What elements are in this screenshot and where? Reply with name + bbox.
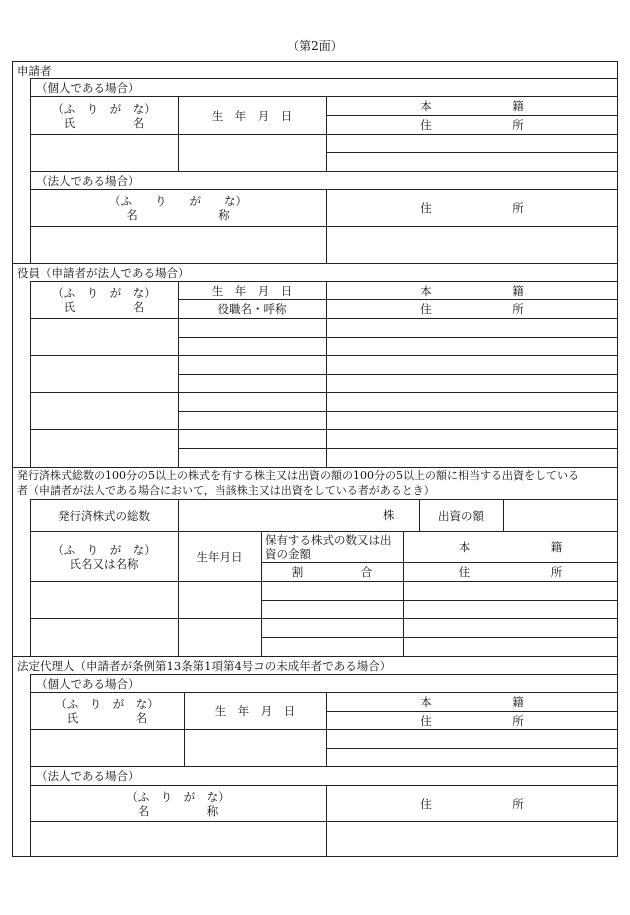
legal-agent-corporation-title: （法人である場合） [36,769,140,783]
applicant-individual-address-field[interactable] [326,153,618,171]
legal-agent-individual-name-field[interactable] [30,730,184,766]
applicant-individual-name-header: （ふ り が な） 氏 名 [52,101,156,130]
shareholders-name-header: （ふ り が な） 氏名又は名称 [52,542,156,571]
legal-agent-individual-honseki-header: 本 籍 [420,695,524,709]
total-shares-field[interactable] [179,500,379,531]
shareholder-row-1-birth-field[interactable] [178,582,261,618]
page-number: （第2面） [287,39,343,53]
shareholders-birth-header: 生年月日 [196,549,243,564]
shareholders-section-title-line1: 発行済株式総数の100分の5以上の株式を有する株主又は出資の額の100分の5以上の額に相当する出資をしている [17,469,579,482]
applicant-individual-birth-field[interactable] [178,135,326,171]
legal-agent-corporation-name-header: （ふ り が な） 名 称 [126,789,230,818]
legal-agent-section-title: 法定代理人（申請者が条例第13条第1項第4号コの未成年者である場合） [17,659,392,673]
legal-agent-individual-name-header: （ふ り が な） 氏 名 [55,697,159,725]
legal-agent-individual-honseki-field[interactable] [326,730,618,748]
legal-agent-corporation-name-field[interactable] [30,822,326,856]
total-shares-label: 発行済株式の総数 [58,508,150,523]
shares-unit: 株 [383,508,395,522]
shareholder-row-2-name-field[interactable] [30,619,178,656]
applicant-individual-address-header: 住 所 [420,118,524,132]
capital-amount-field[interactable] [504,500,618,531]
officers-section-title: 役員（申請者が法人である場合） [17,266,190,280]
officer-row-4-name-field[interactable] [30,430,178,467]
shareholders-held-header: 保有する株式の数又は出 資の金額 [265,533,392,561]
officers-honseki-header: 本 籍 [420,283,524,298]
applicant-individual-honseki-header: 本 籍 [420,99,524,113]
applicant-corporation-name-field[interactable] [30,227,326,263]
applicant-section-title: 申請者 [17,64,52,78]
shareholders-section-title-line2: 者（申請者が法人である場合において，当該株主又は出資をしている者があるとき） [17,484,435,497]
applicant-individual-name-field[interactable] [30,135,178,171]
officer-row-3-name-field[interactable] [30,393,178,429]
legal-agent-individual-birth-field[interactable] [184,730,326,766]
shareholder-row-2-birth-field[interactable] [178,619,261,656]
officers-address-header: 住 所 [420,302,524,316]
officers-birth-header: 生 年 月 日 [211,283,293,298]
applicant-corporation-address-header: 住 所 [420,201,524,215]
officers-position-header: 役職名・呼称 [217,302,287,316]
applicant-individual-birth-header: 生 年 月 日 [211,108,293,123]
applicant-corporation-address-field[interactable] [326,227,618,263]
legal-agent-corporation-address-header: 住 所 [420,796,524,811]
shareholders-ratio-header: 割 合 [291,565,373,579]
legal-agent-corporation-address-field[interactable] [326,822,618,856]
shareholders-honseki-header: 本 籍 [458,540,563,554]
shareholder-row-1-name-field[interactable] [30,582,178,618]
officers-name-header: （ふ り が な） 氏 名 [52,286,156,314]
applicant-corporation-title: （法人である場合） [36,174,140,188]
legal-agent-individual-address-header: 住 所 [420,713,524,728]
applicant-individual-honseki-field[interactable] [326,135,618,152]
shareholders-address-header: 住 所 [458,565,563,579]
legal-agent-individual-title: （個人である場合） [36,677,140,691]
officer-row-1-name-field[interactable] [30,319,178,355]
legal-agent-individual-birth-header: 生 年 月 日 [214,704,296,718]
legal-agent-individual-address-field[interactable] [326,749,618,766]
applicant-individual-title: （個人である場合） [36,81,140,95]
officer-row-2-name-field[interactable] [30,356,178,392]
applicant-corporation-name-header: （ふ り が な） 名 称 [109,194,247,222]
capital-amount-label: 出資の額 [438,508,484,523]
